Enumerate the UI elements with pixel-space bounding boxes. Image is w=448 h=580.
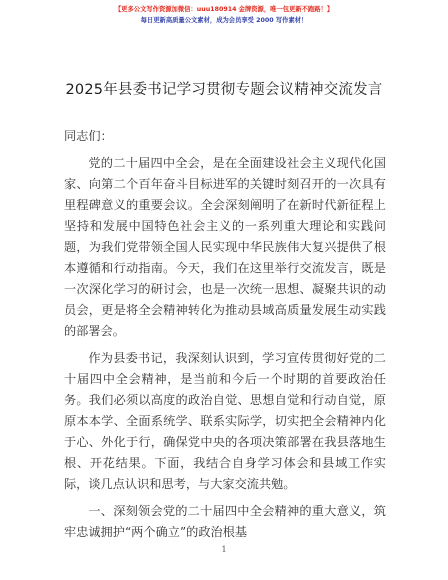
- promo-banner-line-2: 每日更新高质量公文素材，成为会员享受 2000 写作素材！: [140, 17, 308, 24]
- greeting: 同志们：: [64, 129, 113, 143]
- paragraph-1: 党的二十届四中全会，是在全面建设社会主义现代化国家、向第二个百年奋斗目标进军的关键时刻召开的一次具有里程碑意义的重要会议。全会深刻阐明了在新时代新征程上坚持和发展中国特色社会主义的一系列重大理论和实践问题，为我们党带领全国人民实现中华民族伟大复兴提供了根本遵循和行动指南。今天，我们在这里举行交流发言，既是一次深化学习的研讨会，也是一次统一思想、凝聚共识的动员会，更是将全会精神转化为推动县域高质量发展生动实践的部署会。: [64, 156, 386, 338]
- paragraph-2: 作为县委书记，我深刻认识到，学习宣传贯彻好党的二十届四中全会精神，是当前和今后一个时期的首要政治任务。我们必须以高度的政治自觉、思想自觉和行动自觉，原原本本学、全面系统学、联系实际学，切实把全会精神内化于心、外化于行，确保党中央的各项决策部署在我县落地生根、开花结果。下面，我结合自身学习体会和县域工作实际，谈几点认识和思考，与大家交流共勉。: [64, 351, 386, 491]
- page-number: 1: [221, 545, 227, 554]
- promo-banner: [0, 4, 448, 26]
- document-body: [64, 126, 386, 549]
- document-title: 2025年县委书记学习贯彻专题会议精神交流发言: [65, 82, 383, 98]
- section-heading-1: 一、深刻领会党的二十届四中全会精神的重大意义，筑牢忠诚拥护“两个确立”的政治根基: [64, 504, 386, 539]
- promo-banner-line-1: 【更多公文写作资源加微信：uuu180914 金牌资源，唯一包更新不跑路！】: [114, 6, 334, 13]
